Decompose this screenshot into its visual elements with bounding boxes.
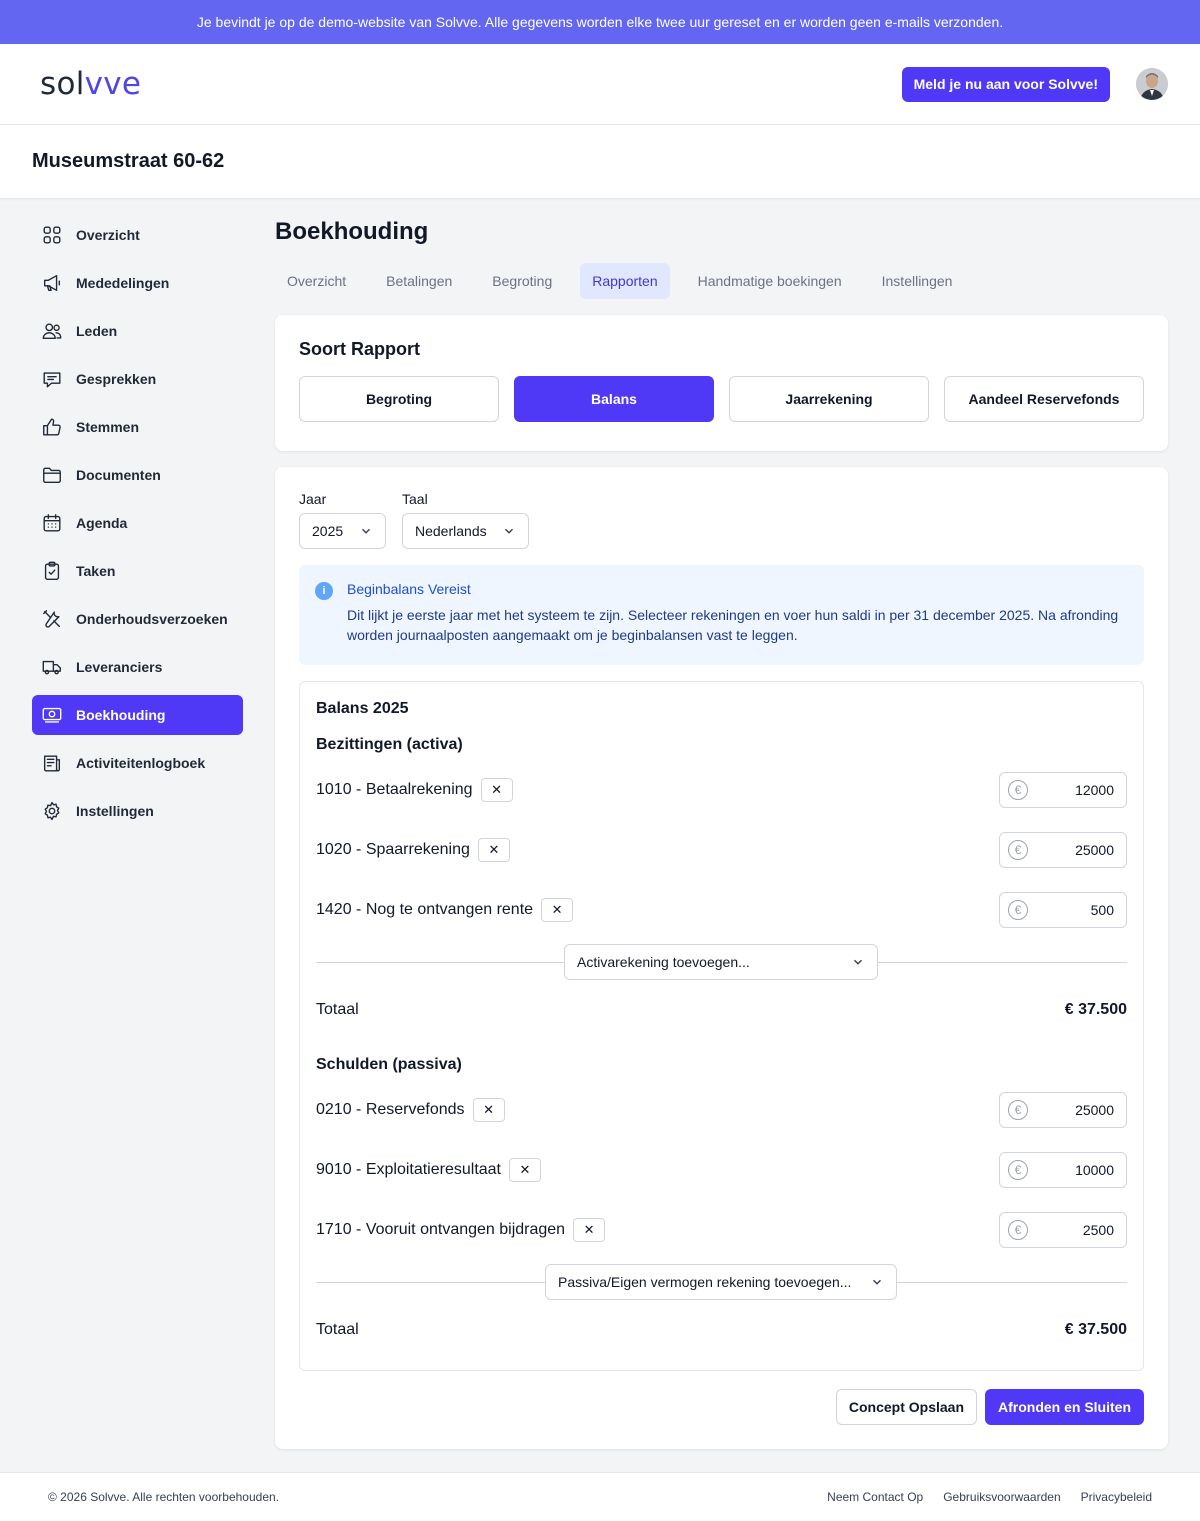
sidebar-item-label: Onderhoudsverzoeken xyxy=(76,611,228,627)
close-icon: ✕ xyxy=(519,1162,531,1177)
language-select[interactable] xyxy=(402,513,529,549)
megaphone-icon xyxy=(40,271,64,295)
euro-icon: € xyxy=(1008,840,1028,860)
sidebar-item-label: Documenten xyxy=(76,467,161,483)
account-row xyxy=(316,1212,1127,1248)
tab-betalingen[interactable]: Betalingen xyxy=(386,273,453,289)
report-type-begroting-button[interactable]: Begroting xyxy=(299,376,499,422)
amount-input[interactable] xyxy=(999,1152,1127,1188)
tab-instellingen[interactable]: Instellingen xyxy=(881,273,953,289)
year-filter xyxy=(299,491,386,549)
page-title: Museumstraat 60-62 xyxy=(32,150,225,172)
truck-icon xyxy=(40,655,64,679)
page-title-bar xyxy=(0,125,1200,199)
liabilities-total-row xyxy=(316,1320,1127,1340)
report-type-jaarrekening-button[interactable]: Jaarrekening xyxy=(729,376,929,422)
amount-value: 2500 xyxy=(1082,1222,1114,1238)
euro-icon: € xyxy=(1008,1100,1028,1120)
close-icon: ✕ xyxy=(551,902,563,917)
close-icon: ✕ xyxy=(583,1222,595,1237)
sidebar-item-overzicht[interactable] xyxy=(32,215,243,255)
add-liability-account-select[interactable] xyxy=(545,1264,897,1300)
euro-icon: € xyxy=(1008,1160,1028,1180)
tab-overzicht[interactable]: Overzicht xyxy=(287,273,347,289)
sidebar-item-label: Agenda xyxy=(76,515,128,531)
opening-balance-alert xyxy=(299,565,1144,665)
balance-title: Balans 2025 xyxy=(316,700,409,717)
account-row xyxy=(316,1092,1127,1128)
account-row xyxy=(316,772,1127,808)
account-name: 1420 - Nog te ontvangen rente xyxy=(316,901,534,918)
info-icon: i xyxy=(315,582,333,600)
calendar-icon xyxy=(40,511,64,535)
amount-value: 10000 xyxy=(1075,1162,1114,1178)
sidebar-item-label: Activiteitenlogboek xyxy=(76,755,206,771)
gear-icon xyxy=(40,799,64,823)
privacy-link[interactable]: Privacybeleid xyxy=(1080,1490,1152,1504)
tools-icon xyxy=(40,607,64,631)
contact-link[interactable]: Neem Contact Op xyxy=(827,1490,924,1504)
remove-account-button[interactable] xyxy=(541,898,573,922)
chat-icon xyxy=(40,367,64,391)
save-draft-button[interactable]: Concept Opslaan xyxy=(836,1389,977,1425)
sidebar-item-label: Leden xyxy=(76,323,118,339)
newspaper-icon xyxy=(40,751,64,775)
finish-and-close-button[interactable]: Afronden en Sluiten xyxy=(985,1389,1144,1425)
signup-button[interactable]: Meld je nu aan voor Solvve! xyxy=(902,67,1110,102)
sidebar-item-label: Mededelingen xyxy=(76,275,170,291)
account-name: 1710 - Vooruit ontvangen bijdragen xyxy=(316,1221,566,1238)
section-heading: Boekhouding xyxy=(275,218,429,245)
sidebar-item-documenten[interactable] xyxy=(32,455,243,495)
language-filter xyxy=(402,491,529,549)
account-row xyxy=(316,1152,1127,1188)
sidebar-item-onderhoudsverzoeken[interactable] xyxy=(32,599,243,639)
euro-icon: € xyxy=(1008,1220,1028,1240)
sidebar-item-leden[interactable] xyxy=(32,311,243,351)
liabilities-total-value: € 37.500 xyxy=(1064,1321,1127,1338)
folder-icon xyxy=(40,463,64,487)
close-icon: ✕ xyxy=(483,1102,494,1117)
assets-title: Bezittingen (activa) xyxy=(316,736,463,753)
remove-account-button[interactable] xyxy=(481,778,513,802)
sidebar-item-label: Instellingen xyxy=(76,803,154,819)
sidebar-item-label: Gesprekken xyxy=(76,371,157,387)
account-name: 9010 - Exploitatieresultaat xyxy=(316,1161,501,1178)
top-navbar xyxy=(0,44,1200,125)
sidebar-item-instellingen[interactable] xyxy=(32,791,243,831)
amount-input[interactable] xyxy=(999,892,1127,928)
solvve-logo[interactable]: solvve xyxy=(40,66,142,102)
balance-report-card xyxy=(275,467,1168,1449)
remove-account-button[interactable] xyxy=(573,1218,605,1242)
add-asset-row xyxy=(316,944,1127,980)
amount-input[interactable] xyxy=(999,832,1127,868)
form-actions xyxy=(836,1389,1144,1425)
add-liability-label: Passiva/Eigen vermogen rekening toevoegen... xyxy=(558,1274,852,1290)
report-filters xyxy=(299,491,1144,549)
close-icon: ✕ xyxy=(488,842,500,857)
account-row xyxy=(316,832,1127,868)
amount-input[interactable] xyxy=(999,772,1127,808)
sidebar-item-activiteitenlogboek[interactable] xyxy=(32,743,243,783)
tab-rapporten[interactable]: Rapporten xyxy=(580,263,669,299)
total-label: Totaal xyxy=(316,1001,359,1018)
alert-title: Beginbalans Vereist xyxy=(347,581,471,597)
thumbs-up-icon xyxy=(40,415,64,439)
euro-icon: € xyxy=(1008,780,1028,800)
users-icon xyxy=(40,319,64,343)
report-type-title: Soort Rapport xyxy=(299,339,420,359)
account-name: 1010 - Betaalrekening xyxy=(316,781,473,798)
add-liability-row xyxy=(316,1264,1127,1300)
chevron-down-icon xyxy=(870,1275,884,1289)
amount-input[interactable] xyxy=(999,1212,1127,1248)
amount-value: 500 xyxy=(1090,902,1114,918)
accounting-tabs xyxy=(275,263,1168,299)
remove-account-button[interactable] xyxy=(473,1098,505,1122)
account-row xyxy=(316,892,1127,928)
assets-total-value: € 37.500 xyxy=(1064,1001,1127,1018)
language-label: Taal xyxy=(402,491,428,507)
assets-total-row xyxy=(316,1000,1127,1020)
add-asset-account-select[interactable] xyxy=(564,944,878,980)
sidebar-item-label: Leveranciers xyxy=(76,659,163,675)
alert-text: Dit lijkt je eerste jaar met het systeem te zijn. Selecteer rekeningen en voer hun saldi in per 31 december 2025. Na afronding worden journaalposten aangemaakt om je beginbalansen vast te leggen. xyxy=(347,607,1119,643)
amount-value: 12000 xyxy=(1075,782,1114,798)
sidebar xyxy=(32,215,243,839)
clipboard-check-icon xyxy=(40,559,64,583)
sidebar-item-leveranciers[interactable] xyxy=(32,647,243,687)
chevron-down-icon xyxy=(359,524,373,538)
year-select[interactable] xyxy=(299,513,386,549)
close-icon: ✕ xyxy=(491,782,503,797)
remove-account-button[interactable] xyxy=(509,1158,541,1182)
sidebar-item-agenda[interactable] xyxy=(32,503,243,543)
euro-icon: € xyxy=(1008,900,1028,920)
demo-banner-text: Je bevindt je op de demo-website van Solvve. Alle gegevens worden elke twee uur gereset en er worden geen e-mails verzonden. xyxy=(196,14,1004,30)
demo-banner xyxy=(0,0,1200,44)
terms-link[interactable]: Gebruiksvoorwaarden xyxy=(943,1490,1061,1504)
footer xyxy=(0,1472,1200,1521)
grid-icon xyxy=(40,223,64,247)
assets-list xyxy=(316,772,1127,928)
user-photo-icon xyxy=(1136,68,1168,100)
sidebar-item-label: Stemmen xyxy=(76,419,140,435)
report-type-reservefonds-button[interactable]: Aandeel Reservefonds xyxy=(944,376,1144,422)
sidebar-item-boekhouding[interactable] xyxy=(32,695,243,735)
report-type-options xyxy=(299,376,1144,422)
language-value: Nederlands xyxy=(415,523,487,539)
remove-account-button[interactable] xyxy=(478,838,510,862)
total-label: Totaal xyxy=(316,1321,359,1338)
balance-sheet xyxy=(299,681,1144,1371)
sidebar-item-stemmen[interactable] xyxy=(32,407,243,447)
sidebar-item-label: Boekhouding xyxy=(76,707,166,723)
year-label: Jaar xyxy=(299,491,327,507)
sidebar-item-mededelingen[interactable] xyxy=(32,263,243,303)
account-name: 1020 - Spaarrekening xyxy=(316,841,470,858)
year-value: 2025 xyxy=(312,523,344,539)
sidebar-item-label: Overzicht xyxy=(76,227,140,243)
liabilities-list xyxy=(316,1092,1127,1248)
amount-value: 25000 xyxy=(1075,1102,1114,1118)
sidebar-item-taken[interactable] xyxy=(32,551,243,591)
sidebar-item-gesprekken[interactable] xyxy=(32,359,243,399)
liabilities-title: Schulden (passiva) xyxy=(316,1056,462,1073)
chevron-down-icon xyxy=(851,955,865,969)
chevron-down-icon xyxy=(502,524,516,538)
banknote-icon xyxy=(40,703,64,727)
avatar[interactable] xyxy=(1136,68,1168,100)
tab-begroting[interactable]: Begroting xyxy=(492,273,553,289)
copyright: © 2026 Solvve. Alle rechten voorbehouden. xyxy=(48,1490,279,1504)
add-asset-label: Activarekening toevoegen... xyxy=(577,954,750,970)
report-type-balans-button[interactable]: Balans xyxy=(514,376,714,422)
report-type-card xyxy=(275,315,1168,451)
tab-handmatige-boekingen[interactable]: Handmatige boekingen xyxy=(697,273,842,289)
amount-value: 25000 xyxy=(1075,842,1114,858)
amount-input[interactable] xyxy=(999,1092,1127,1128)
account-name: 0210 - Reservefonds xyxy=(316,1101,465,1118)
main-content xyxy=(275,215,1168,1449)
sidebar-item-label: Taken xyxy=(76,563,116,579)
